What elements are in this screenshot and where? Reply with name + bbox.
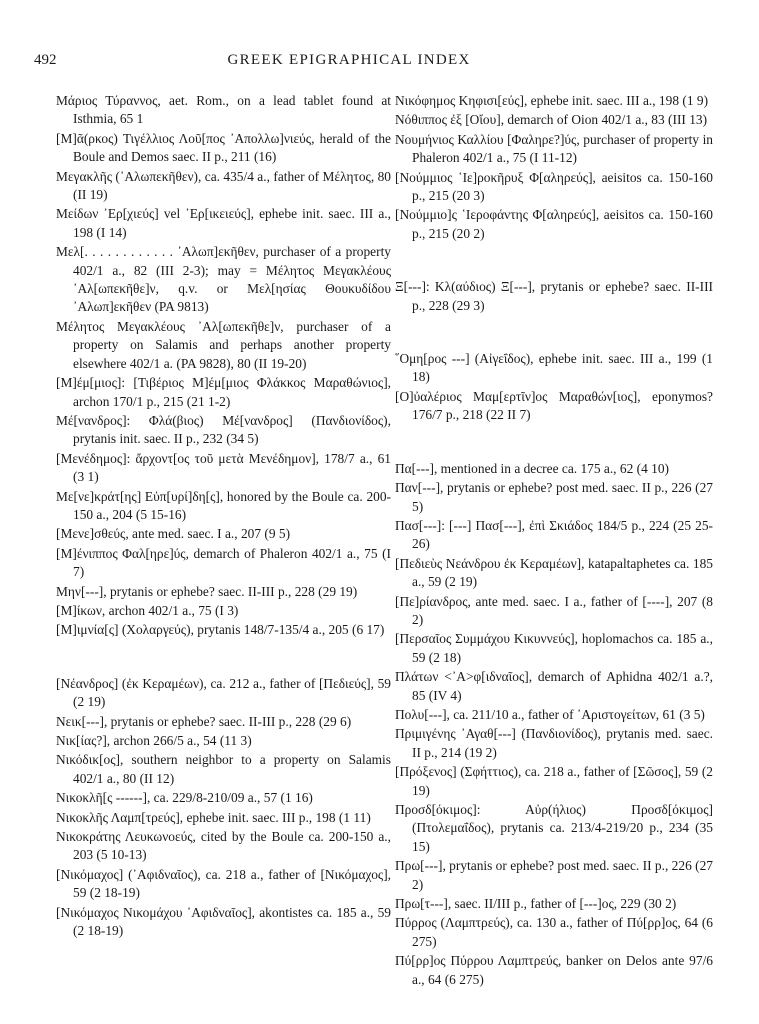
index-entry: Πασ[---]: [---] Πασ[---], ἐπὶ Σκιάδος 184/5 p., 224 (25 25-26): [395, 517, 713, 552]
group-divider: [56, 641, 391, 675]
index-entry: Νόθιππος ἐξ [Οἴου], demarch of Oion 402/1 a., 83 (III 13): [395, 112, 708, 128]
index-entry: [Μ]ᾶ(ρκος) Τιγέλλιος Λοῦ[πος ᾿Απολλω]νιεύς, herald of the Boule and Demos saec. II p., 211 (16): [56, 130, 391, 165]
page-number: 492: [34, 52, 57, 68]
index-entry: [Νικόμαχος] (᾿Αφιδναῖος), ca. 218 a., father of [Νικόμαχος], 59 (2 18-19): [56, 866, 391, 901]
index-entry: Νικοκλῆς Λαμπ[τρεύς], ephebe init. saec. III p., 198 (1 11): [56, 809, 371, 825]
index-entry: Νικόδικ[ος], southern neighbor to a property on Salamis 402/1 a., 80 (II 12): [56, 752, 391, 786]
index-entry: Μείδων ᾿Ερ[χιεύς] vel ᾿Ερ[ικειεύς], ephebe init. saec. III a., 198 (I 14): [56, 206, 391, 240]
index-entry: [Περσαῖος Συμμάχου Κικυννεύς], hoplomachos ca. 185 a., 59 (2 18): [395, 631, 713, 665]
entry-group-right-3: [395, 350, 713, 425]
index-entry: Νουμήνιος Καλλίου [Φαληρε?]ύς, purchaser of property in Phaleron 402/1 a., 75 (I 11-12): [395, 131, 713, 166]
index-entry: Παν[---], prytanis or ephebe? post med. saec. II p., 226 (27 5): [395, 480, 713, 514]
index-entry: [Νικόμαχος Νικομάχου ᾿Αφιδναῖος], akontistes ca. 185 a., 59 (2 18-19): [56, 904, 391, 939]
index-entry: Νεικ[---], prytanis or ephebe? saec. II-III p., 228 (29 6): [56, 713, 352, 729]
index-entry: Πύρρος (Λαμπτρεύς), ca. 130 a., father of Πύ[ρρ]ος, 64 (6 275): [395, 915, 713, 949]
index-entry: Με[νε]κράτ[ης] Εὐπ[υρί]δη[ς], honored by the Boule ca. 200-150 a., 204 (5 15-16): [56, 488, 391, 522]
index-entry: Πα[---], mentioned in a decree ca. 175 a., 62 (4 10): [395, 460, 669, 476]
entry-group-right-2: [395, 278, 713, 315]
index-entry: Νικ[ίας?], archon 266/5 a., 54 (11 3): [56, 733, 252, 748]
index-entry: [Νούμμιο]ς ῾Ιεροφάντης Φ[αληρεύς], aeisitos ca. 150-160 p., 215 (20 2): [395, 207, 713, 241]
index-entry: Μεγακλῆς (᾿Αλωπεκῆθεν), ca. 435/4 a., father of Μέλητος, 80 (II 19): [56, 168, 391, 203]
index-entry: [Μ]έμ[μιος]: [Τιβέριος Μ]έμ[μιος Φλάκκος Μαραθώνιος], archon 170/1 p., 215 (21 1-2): [56, 375, 391, 409]
index-entry: Μάριος Τύραννος, aet. Rom., on a lead tablet found at Isthmia, 65 1: [56, 93, 391, 127]
index-entry: Νικόφημος Κηφισι[εύς], ephebe init. saec. III a., 198 (1 9): [395, 93, 709, 108]
index-entry: [Ο]ὐαλέριος Μαμ[ερτῖν]ος Μαραθών[ιος], eponymos? 176/7 p., 218 (22 II 7): [395, 388, 713, 423]
index-entry: Νικοκράτης Λευκωνοεύς, cited by the Boule ca. 200-150 a., 203 (5 10-13): [56, 829, 391, 863]
index-entry: Μέ[νανδρος]: Φλά(βιος) Μέ[νανδρος] (Πανδιονίδος), prytanis init. saec. II p., 232 (34 5): [56, 412, 391, 447]
index-entry: Πρω[---], prytanis or ephebe? post med. saec. II p., 226 (27 2): [395, 858, 713, 892]
entry-group-right-1: [395, 92, 713, 243]
index-entry: Πολυ[---], ca. 211/10 a., father of ᾿Αριστογείτων, 61 (3 5): [395, 706, 705, 722]
index-entry: Προσδ[όκιμος]: Αὐρ(ήλιος) Προσδ[όκιμος] (Πτολεμαΐδος), prytanis ca. 213/4-219/20 p., 234 (35 15): [395, 802, 713, 854]
index-entry: Ξ[---]: Κλ(αύδιος) Ξ[---], prytanis or ephebe? saec. II-III p., 228 (29 3): [395, 279, 713, 313]
entry-group-left-2: [56, 675, 391, 941]
index-column-left: [56, 92, 391, 941]
group-divider: [395, 426, 713, 460]
page-header: [34, 52, 703, 72]
index-entry: ῞Ομη[ρος ---] (Αἰγεΐδος), ephebe init. saec. III a., 199 (1 18): [395, 351, 713, 385]
index-entry: Πύ[ρρ]ος Πύρρου Λαμπτρεύς, banker on Delos ante 97/6 a., 64 (6 275): [395, 953, 713, 987]
index-entry: Πριμιγένης ᾿Αγαθ[---] (Πανδιονίδος), prytanis med. saec. II p., 214 (19 2): [395, 726, 713, 760]
index-entry: [Μ]ένιππος Φαλ[ηρε]ύς, demarch of Phaleron 402/1 a., 75 (I 7): [56, 545, 391, 580]
running-title: GREEK EPIGRAPHICAL INDEX: [227, 52, 471, 68]
index-entry: [Πε]ρίανδρος, ante med. saec. I a., father of [----], 207 (8 2): [395, 593, 713, 627]
index-entry: [Μενε]σθεύς, ante med. saec. I a., 207 (9 5): [56, 526, 291, 542]
group-divider: [395, 244, 713, 278]
index-entry: [Μ]ίκων, archon 402/1 a., 75 (I 3): [56, 602, 239, 618]
index-entry: [Νέανδρος] (ἐκ Κεραμέων), ca. 212 a., father of [Πεδιεύς], 59 (2 19): [56, 675, 391, 710]
entry-group-left-1: [56, 92, 391, 640]
index-entry: Πλάτων <᾿Α>φ[ιδναῖος], demarch of Aphidna 402/1 a.?, 85 (IV 4): [395, 669, 713, 703]
group-divider: [395, 316, 713, 350]
index-entry: Μέλητος Μεγακλέους ᾿Αλ[ωπεκῆθε]ν, purchaser of a property on Salamis and perhaps another property elsewhere 402/1 a. (PA 9828), 80 (II 19-20): [56, 318, 391, 371]
index-entry: Πρω[τ---], saec. II/III p., father of [---]ος, 229 (30 2): [395, 896, 677, 912]
index-entry: Μελ[. . . . . . . . . . . . ᾿Αλωπ]εκῆθεν, purchaser of a property 402/1 a., 82 (III 2-3); may = Μέλητος Μεγακλέους ᾿Αλ[ωπεκῆθε]ν, q.v. or Μελ[ησίας Θουκυδίδου ᾿Αλωπ]εκῆθεν (PA 9813): [56, 244, 391, 315]
index-column-right: [395, 92, 713, 990]
index-entry: Μην[---], prytanis or ephebe? saec. II-III p., 228 (29 19): [56, 583, 358, 599]
index-entry: [Μενέδημος]: ἄρχοντ[ος τοῦ μετὰ Μενέδημον], 178/7 a., 61 (3 1): [56, 450, 391, 485]
index-entry: [Νούμμιος ῾Ιε]ροκῆρυξ Φ[αληρεύς], aeisitos ca. 150-160 p., 215 (20 3): [395, 169, 713, 204]
index-entry: [Πρόξενος] (Σφήττιος), ca. 218 a., father of [Σῶσος], 59 (2 19): [395, 764, 713, 798]
index-entry: [Μ]ιμνία[ς] (Χολαργεύς), prytanis 148/7-135/4 a., 205 (6 17): [56, 622, 385, 638]
index-entry: Νικοκλῆ[ς ------], ca. 229/8-210/09 a., 57 (1 16): [56, 790, 313, 806]
index-entry: [Πεδιεὺς Νεάνδρου ἐκ Κεραμέων], katapaltaphetes ca. 185 a., 59 (2 19): [395, 555, 713, 590]
entry-group-right-4: [395, 460, 713, 989]
